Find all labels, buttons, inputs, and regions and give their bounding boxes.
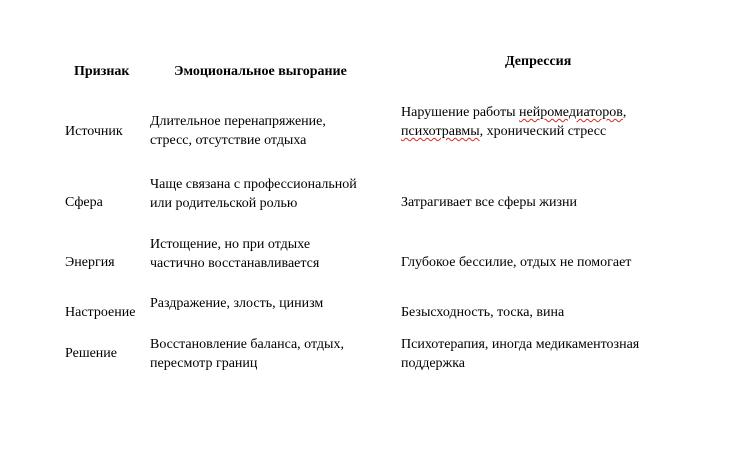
row-feature: Решение [65, 346, 118, 361]
spellcheck-flagged-word[interactable]: психотравмы [401, 124, 480, 139]
row-depression-line: Безысходность, тоска, вина [401, 305, 565, 320]
text-segment: , [622, 105, 627, 120]
row-depression-line [401, 103, 626, 122]
row-burnout-line: или родительской ролью [150, 196, 298, 211]
row-burnout-line: Истощение, но при отдыхе [150, 237, 311, 252]
row-feature: Энергия [65, 255, 115, 270]
row-burnout-line: пересмотр границ [150, 356, 258, 371]
text-segment: , хронический стресс [479, 124, 607, 139]
row-depression-line: Глубокое бессилие, отдых не помогает [401, 255, 632, 270]
row-feature: Сфера [65, 195, 103, 210]
header-feature: Признак [74, 64, 130, 79]
row-depression-line: Затрагивает все сферы жизни [401, 195, 577, 210]
row-depression-line: поддержка [401, 356, 466, 371]
spellcheck-flagged-word[interactable]: нейромедиаторов [519, 105, 623, 120]
row-burnout-line: Чаще связана с профессиональной [150, 177, 357, 192]
row-depression-line [401, 122, 606, 141]
header-burnout: Эмоциональное выгорание [174, 64, 347, 79]
row-feature: Источник [65, 124, 123, 139]
row-burnout-line: Раздражение, злость, цинизм [150, 296, 324, 311]
row-burnout-line: частично восстанавливается [150, 256, 320, 271]
row-burnout-line: Восстановление баланса, отдых, [150, 337, 344, 352]
header-depression: Депрессия [505, 54, 572, 69]
row-depression-line: Психотерапия, иногда медикаментозная [401, 337, 640, 352]
text-segment: Нарушение работы [401, 105, 520, 120]
row-burnout-line: Длительное перенапряжение, [150, 114, 326, 129]
row-feature: Настроение [65, 305, 136, 320]
row-burnout-line: стресс, отсутствие отдыха [150, 133, 307, 148]
